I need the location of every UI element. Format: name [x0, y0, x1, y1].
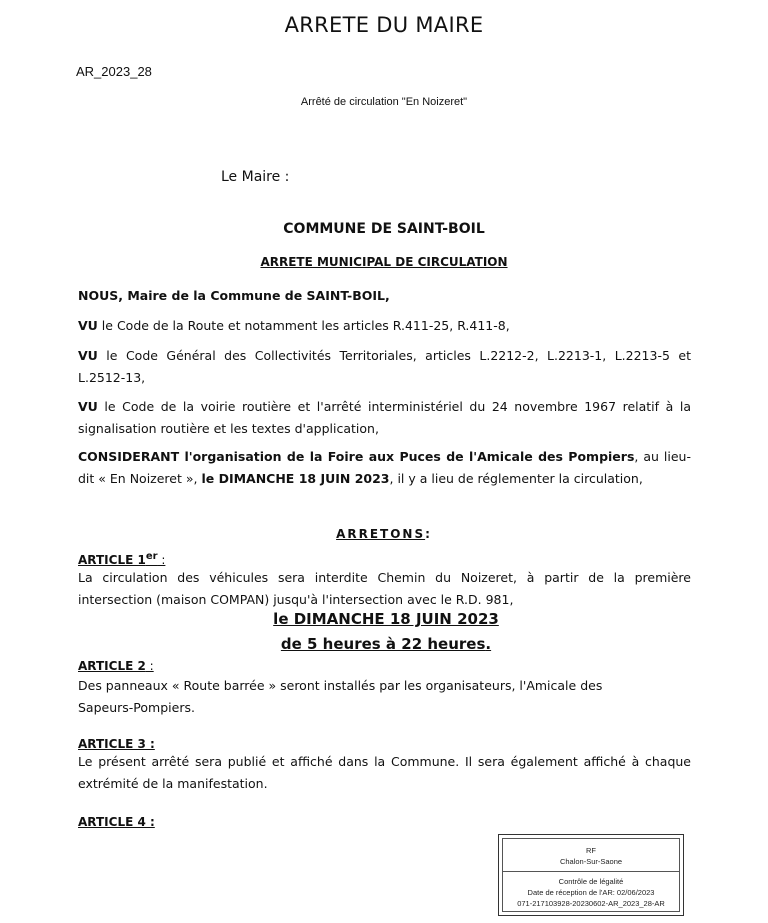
stamp-line-identifier: 071-217103928-20230602-AR_2023_28-AR	[517, 899, 665, 908]
article-2-text: Des panneaux « Route barrée » seront installés par les organisateurs, l'Amicale des Sapeurs-Pompiers.	[78, 678, 603, 715]
le-maire-label: Le Maire :	[221, 169, 290, 185]
article-3-heading: ARTICLE 3 :	[78, 737, 155, 751]
article-4-heading: ARTICLE 4 :	[78, 815, 155, 829]
arretons-heading	[0, 527, 768, 541]
article-1-heading	[78, 551, 165, 567]
article-1-hours-suffix: .	[485, 635, 492, 653]
article-2-heading	[78, 659, 154, 673]
vu-label: VU	[78, 348, 98, 363]
legality-stamp	[498, 834, 684, 916]
arrete-title: ARRETE MUNICIPAL DE CIRCULATION	[260, 255, 508, 269]
vu-paragraph-1	[78, 315, 691, 337]
considerant-label: CONSIDERANT l'organisation de la Foire aux Puces de l'Amicale des Pompiers	[78, 449, 635, 464]
vu-text: le Code de la voirie routière et l'arrêté interministériel du 24 novembre 1967 relatif à la signalisation routière et les textes d'application,	[78, 399, 691, 436]
considerant-text-end: , il y a lieu de réglementer la circulation,	[389, 471, 643, 486]
vu-label: VU	[78, 399, 98, 414]
document-title: ARRETE DU MAIRE	[284, 13, 484, 37]
nous-text: NOUS, Maire de la Commune de SAINT-BOIL,	[78, 288, 390, 303]
article-1-hours	[0, 635, 768, 653]
arretons-label: ARRETONS	[336, 527, 426, 541]
article-1-text: La circulation des véhicules sera interdite Chemin du Noizeret, à partir de la première intersection (maison COMPAN) jusqu'à l'intersection avec le R.D. 981,	[78, 570, 691, 607]
vu-text: le Code Général des Collectivités Territoriales, articles L.2212-2, L.2213-1, L.2213-5 et L.2512-13,	[78, 348, 691, 385]
article-3-text: Le présent arrêté sera publié et affiché dans la Commune. Il sera également affiché à chaque extrémité de la manifestation.	[78, 754, 691, 791]
stamp-frame	[502, 838, 680, 912]
vu-paragraph-3	[78, 396, 691, 440]
vu-text: le Code de la Route et notamment les articles R.411-25, R.411-8,	[97, 318, 510, 333]
stamp-line-rf: RF	[586, 846, 596, 855]
article-1-sup: er	[145, 551, 158, 562]
commune-heading: COMMUNE DE SAINT-BOIL	[283, 221, 485, 237]
vu-paragraph-2	[78, 345, 691, 389]
stamp-line-prefecture: Chalon-Sur-Saone	[559, 857, 623, 866]
considerant-text: , au lieu-dit « En Noizeret »,	[78, 449, 691, 486]
article-1-date: le DIMANCHE 18 JUIN 2023	[273, 610, 499, 628]
considerant-date: le DIMANCHE 18 JUIN 2023	[201, 471, 390, 486]
stamp-line-reception: Date de réception de l'AR: 02/06/2023	[527, 888, 655, 897]
article-2-label: ARTICLE 2	[78, 659, 146, 673]
stamp-divider	[503, 871, 679, 872]
article-1-label: ARTICLE 1	[78, 553, 146, 567]
considerant-paragraph	[78, 446, 691, 490]
article-1-hours-text: de 5 heures à 22 heures	[280, 635, 486, 653]
article-2-suffix: :	[145, 659, 154, 673]
nous-paragraph	[78, 285, 691, 307]
article-1-suffix: :	[157, 553, 166, 567]
arretons-suffix: :	[425, 527, 432, 541]
vu-label: VU	[78, 318, 98, 333]
document-reference: AR_2023_28	[76, 64, 152, 79]
document-subject: Arrêté de circulation "En Noizeret"	[300, 96, 468, 108]
stamp-line-controle: Contrôle de légalité	[558, 877, 624, 886]
